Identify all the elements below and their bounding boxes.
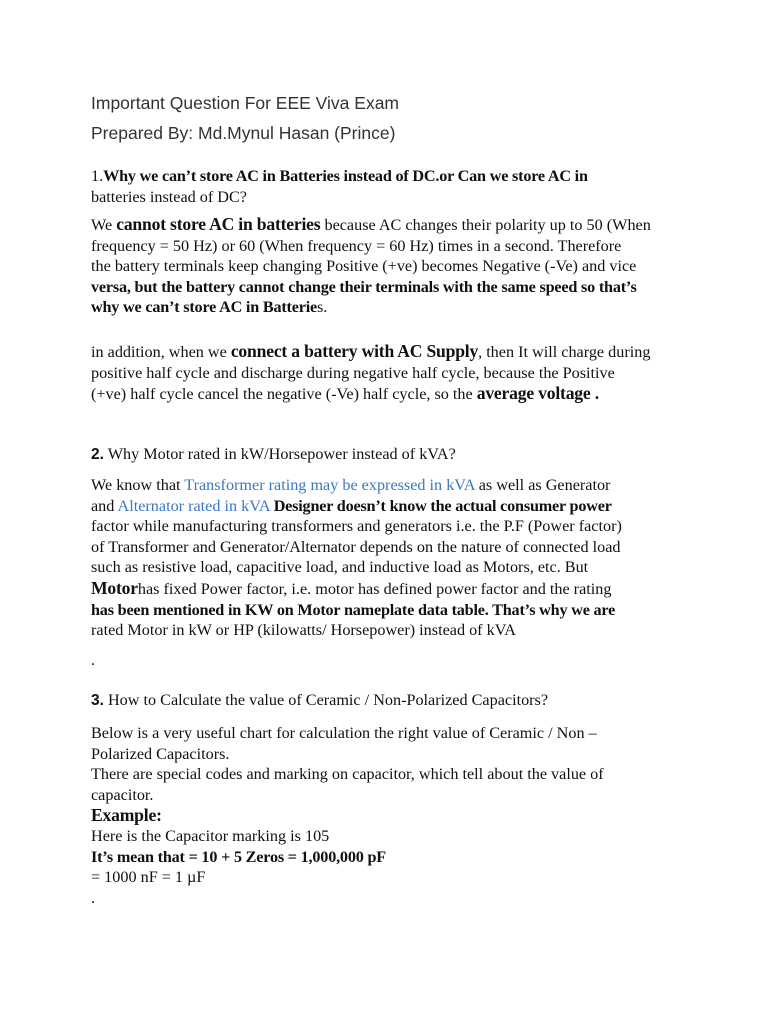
q1-answer-paragraph-2: in addition, when we connect a battery with AC Supply, then It will charge during positive half cycle and discharge during negative half cycle, because the Positive (+ve) half cycle cancel the negative (-Ve) half cycle, so the average voltage .	[91, 341, 651, 404]
q2-trailing-dot: .	[91, 652, 95, 669]
example-heading: Example:	[91, 805, 162, 826]
q3-title-text: How to Calculate the value of Ceramic / Non-Polarized Capacitors?	[103, 691, 549, 709]
q1-title-line1: Why we can’t store AC in Batteries instead of DC.or Can we store AC in	[103, 167, 588, 185]
q2-title	[91, 444, 683, 466]
q1-title	[91, 166, 683, 207]
alternator-rating-link[interactable]: Alternator rated in kVA	[117, 496, 270, 515]
q1-answer-paragraph-1: We cannot store AC in batteries because AC changes their polarity up to 50 (When frequency = 50 Hz) or 60 (When frequency = 60 Hz) times in a second. Therefore the battery terminals keep changing Positive (+ve) becomes Negative (-Ve) and vice versa, but the battery cannot change their terminals with the same speed so that’s why we can’t store AC in Batteries.	[91, 214, 651, 317]
q3-trailing-dot: .	[91, 890, 95, 907]
q2-title-text: Why Motor rated in kW/Horsepower instead of kVA?	[103, 445, 456, 463]
q1-bold-phrase-2: connect a battery with AC Supply	[230, 341, 479, 361]
q3-title	[91, 690, 683, 712]
q1-bold-phrase: cannot store AC in batteries	[116, 214, 321, 234]
q2-answer: We know that Transformer rating may be expressed in kVA as well as Generator and Alternator rated in kVA Designer doesn’t know the actual consumer power factor while manufacturing transformers and generators i.e. the P.F (Power factor) of Transformer and Generator/Alternator depends on the nature of connected load such as resistive load, capacitive load, and inductive load as Motors, etc. But Motorhas fixed Power factor, i.e. motor has defined power factor and the rating has been mentioned in KW on Motor nameplate data table. That’s why we are rated Motor in kW or HP (kilowatts/ Horsepower) instead of kVA	[91, 476, 622, 640]
q3-answer: Below is a very useful chart for calculation the right value of Ceramic / Non – Polarized Capacitors. There are special codes and marking on capacitor, which tell about the value of capacitor. Example: Here is the Capacitor marking is 105 It’s mean that = 10 + 5 Zeros = 1,000,000 pF = 1000 nF = 1 µF	[91, 723, 683, 888]
q1-number: 1.	[91, 167, 104, 185]
document-title: Important Question For EEE Viva Exam	[91, 93, 400, 113]
q2-number: 2.	[91, 446, 104, 463]
transformer-rating-link[interactable]: Transformer rating may be expressed in kVA	[184, 476, 475, 494]
document-author: Prepared By: Md.Mynul Hasan (Prince)	[91, 123, 396, 143]
q1-title-line2: batteries instead of DC?	[91, 187, 247, 206]
q3-number: 3.	[91, 692, 104, 709]
